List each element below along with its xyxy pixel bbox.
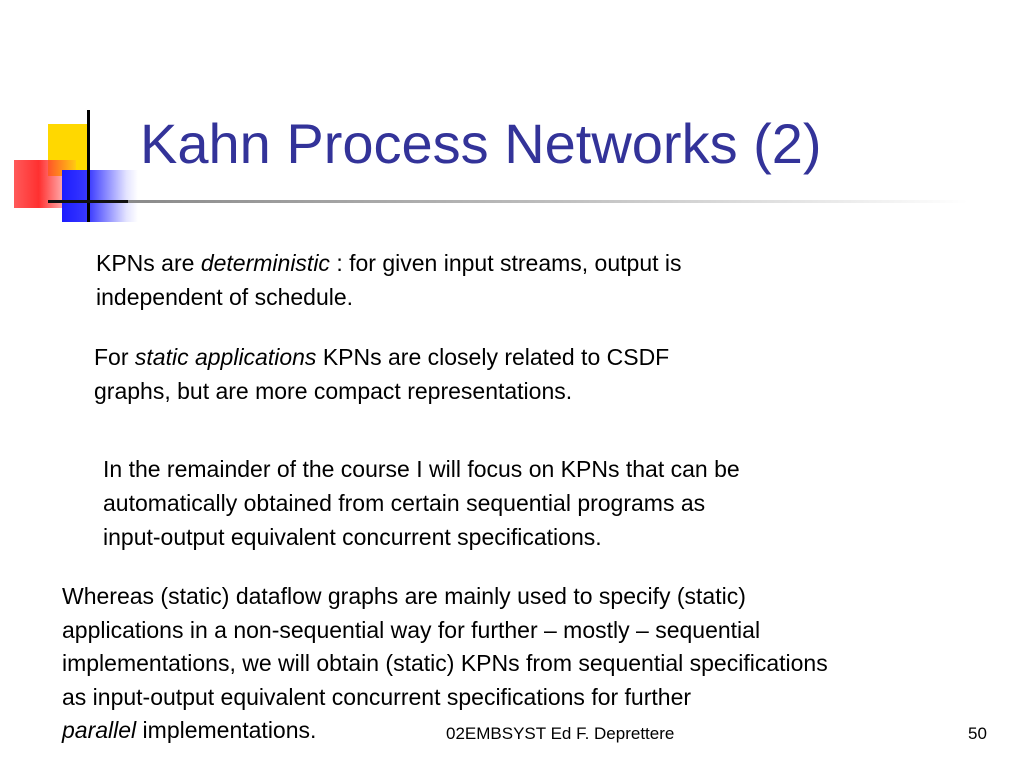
paragraph-determinism [96,246,682,314]
emphasis-text: static applications [134,344,317,370]
paragraph-line: applications in a non-sequential way for further – mostly – sequential [62,616,761,643]
text-run: : for given input streams, output is [329,250,682,276]
paragraph-line: as input-output equivalent concurrent specifications for further [62,683,692,710]
footer-text: 02EMBSYST Ed F. Deprettere [446,724,675,743]
page-number: 50 [968,724,987,743]
paragraph-line: automatically obtained from certain sequential programs as [103,490,706,517]
paragraph-static-applications [94,340,669,408]
emphasis-text: parallel [62,717,137,744]
paragraph-line: input-output equivalent concurrent specifications. [103,524,602,551]
paragraph-line: In the remainder of the course I will focus on KPNs that can be [103,456,740,482]
text-run: KPNs are closely related to CSDF [316,344,670,370]
slide-title: Kahn Process Networks (2) [140,112,822,175]
paragraph-line [96,246,682,280]
paragraph-dataflow-comparison [62,580,828,748]
paragraph-line: graphs, but are more compact representations. [94,378,573,405]
decor-vertical-line [87,110,90,222]
paragraph-line [94,340,669,374]
decor-blue-square [62,170,138,222]
text-run: For [94,344,135,370]
text-run: implementations. [136,717,317,744]
title-underline [128,200,968,203]
paragraph-line: Whereas (static) dataflow graphs are mainly used to specify (static) [62,583,746,609]
paragraph-course-focus [103,452,740,554]
text-run: KPNs are [96,250,201,276]
paragraph-line [62,714,828,748]
paragraph-line: independent of schedule. [96,284,354,311]
decor-horizontal-line [48,200,128,203]
paragraph-line: implementations, we will obtain (static) KPNs from sequential specifications [62,650,828,677]
emphasis-text: deterministic [200,250,330,276]
